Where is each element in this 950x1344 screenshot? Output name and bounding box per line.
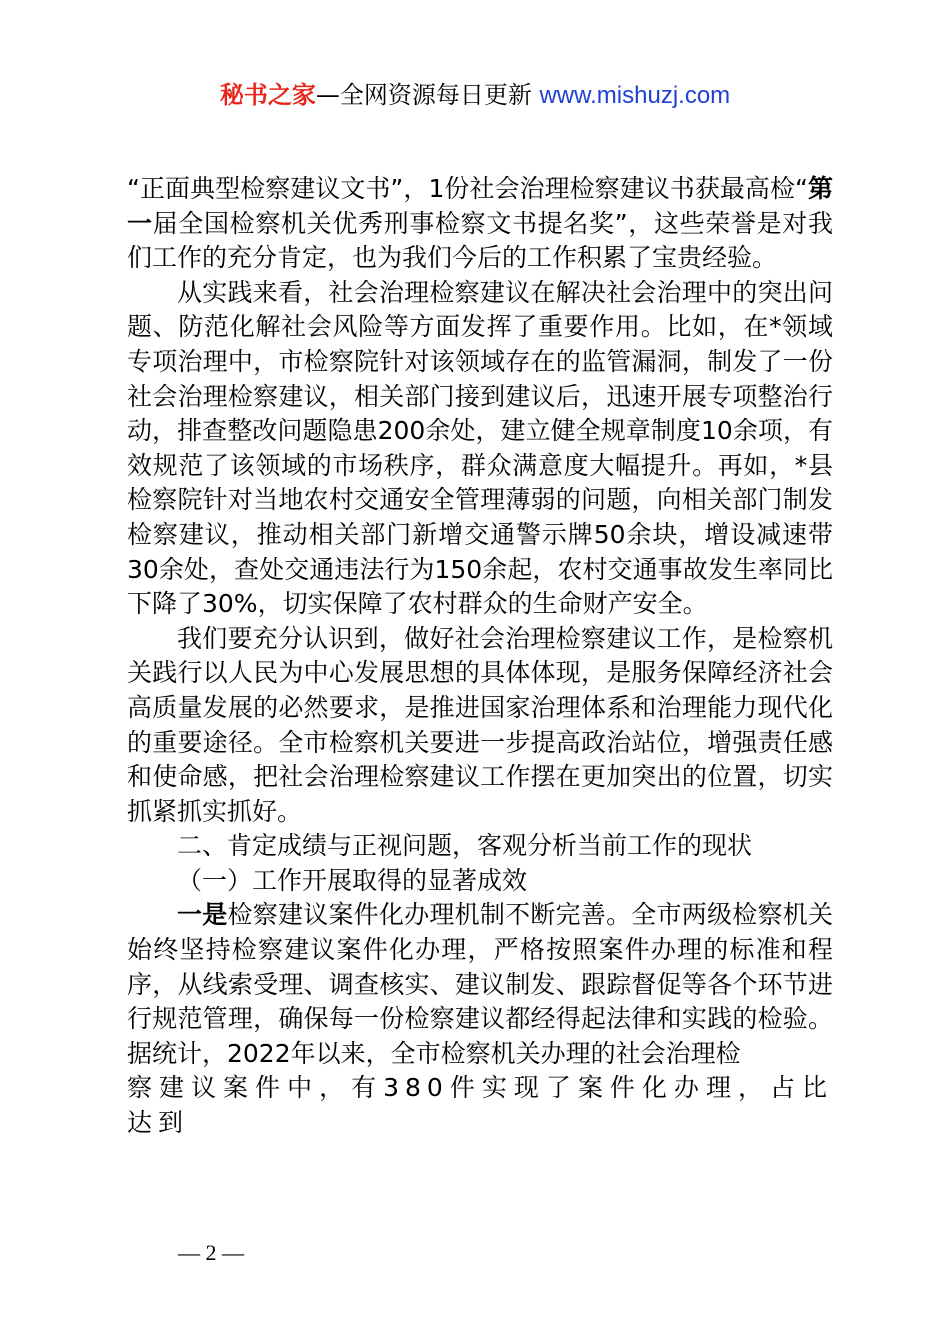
bold-emphasis: 一是 [177,900,228,930]
header-slogan: —全网资源每日更新 [315,81,540,109]
site-url-link[interactable]: www.mishuzj.com [539,82,731,109]
bold-emphasis: 第一 [127,174,833,238]
page-number: — 2 — [178,1240,244,1265]
paragraph-first-point [127,898,833,1071]
paragraph-text: 届全国检察机关优秀刑事检察文书提名奖”，这些荣誉是对我们工作的充分肯定，也为我们今后的工作积累了宝贵经验。 [127,208,833,273]
paragraph-significance: 我们要充分认识到，做好社会治理检察建议工作，是检察机关践行以人民为中心发展思想的具体体现，是服务保障经济社会高质量发展的必然要求，是推进国家治理体系和治理能力现代化的重要途径。全市检察机关要进一步提高政治站位，增强责任感和使命感，把社会治理检察建议工作摆在更加突出的位置，切实抓紧抓实抓好。 [127,623,833,826]
paragraph-first-point-last-line: 察建议案件中，有380件实现了案件化办理，占比达到 [127,1073,833,1138]
paragraph-practice-examples: 从实践来看，社会治理检察建议在解决社会治理中的突出问题、防范化解社会风险等方面发挥了重要作用。比如，在*领域专项治理中，市检察院针对该领域存在的监管漏洞，制发了一份社会治理检察建议，相关部门接到建议后，迅速开展专项整治行动，排查整改问题隐患200余处，建立健全规章制度10余项，有效规范了该领域的市场秩序，群众满意度大幅提升。再如，*县检察院针对当地农村交通安全管理薄弱的问题，向相关部门制发检察建议，推动相关部门新增交通警示牌50余块，增设减速带30余处，查处交通违法行为150余起，农村交通事故发生率同比下降了30%，切实保障了农村群众的生命财产安全。 [127,277,833,619]
paragraph-awards [127,172,833,276]
subsection-heading-1: （一）工作开展取得的显著成效 [177,865,528,895]
section-heading-2: 二、肯定成绩与正视问题，客观分析当前工作的现状 [177,831,753,861]
paragraph-text: “正面典型检察建议文书”，1份社会治理检察建议书获最高检“ [127,174,808,203]
paragraph-text: 检察建议案件化办理机制不断完善。全市两级检察机关始终坚持检察建议案件化办理，严格按照案件办理的标准和程序，从线索受理、调查核实、建议制发、跟踪督促等各个环节进行规范管理，确保每一份检察建议都经得起法律和实践的检验。据统计，2022年以来，全市检察机关办理的社会治理检 [127,900,833,1068]
site-header [0,78,950,113]
brand-name: 秘书之家 [219,81,316,109]
document-body [127,172,833,1141]
